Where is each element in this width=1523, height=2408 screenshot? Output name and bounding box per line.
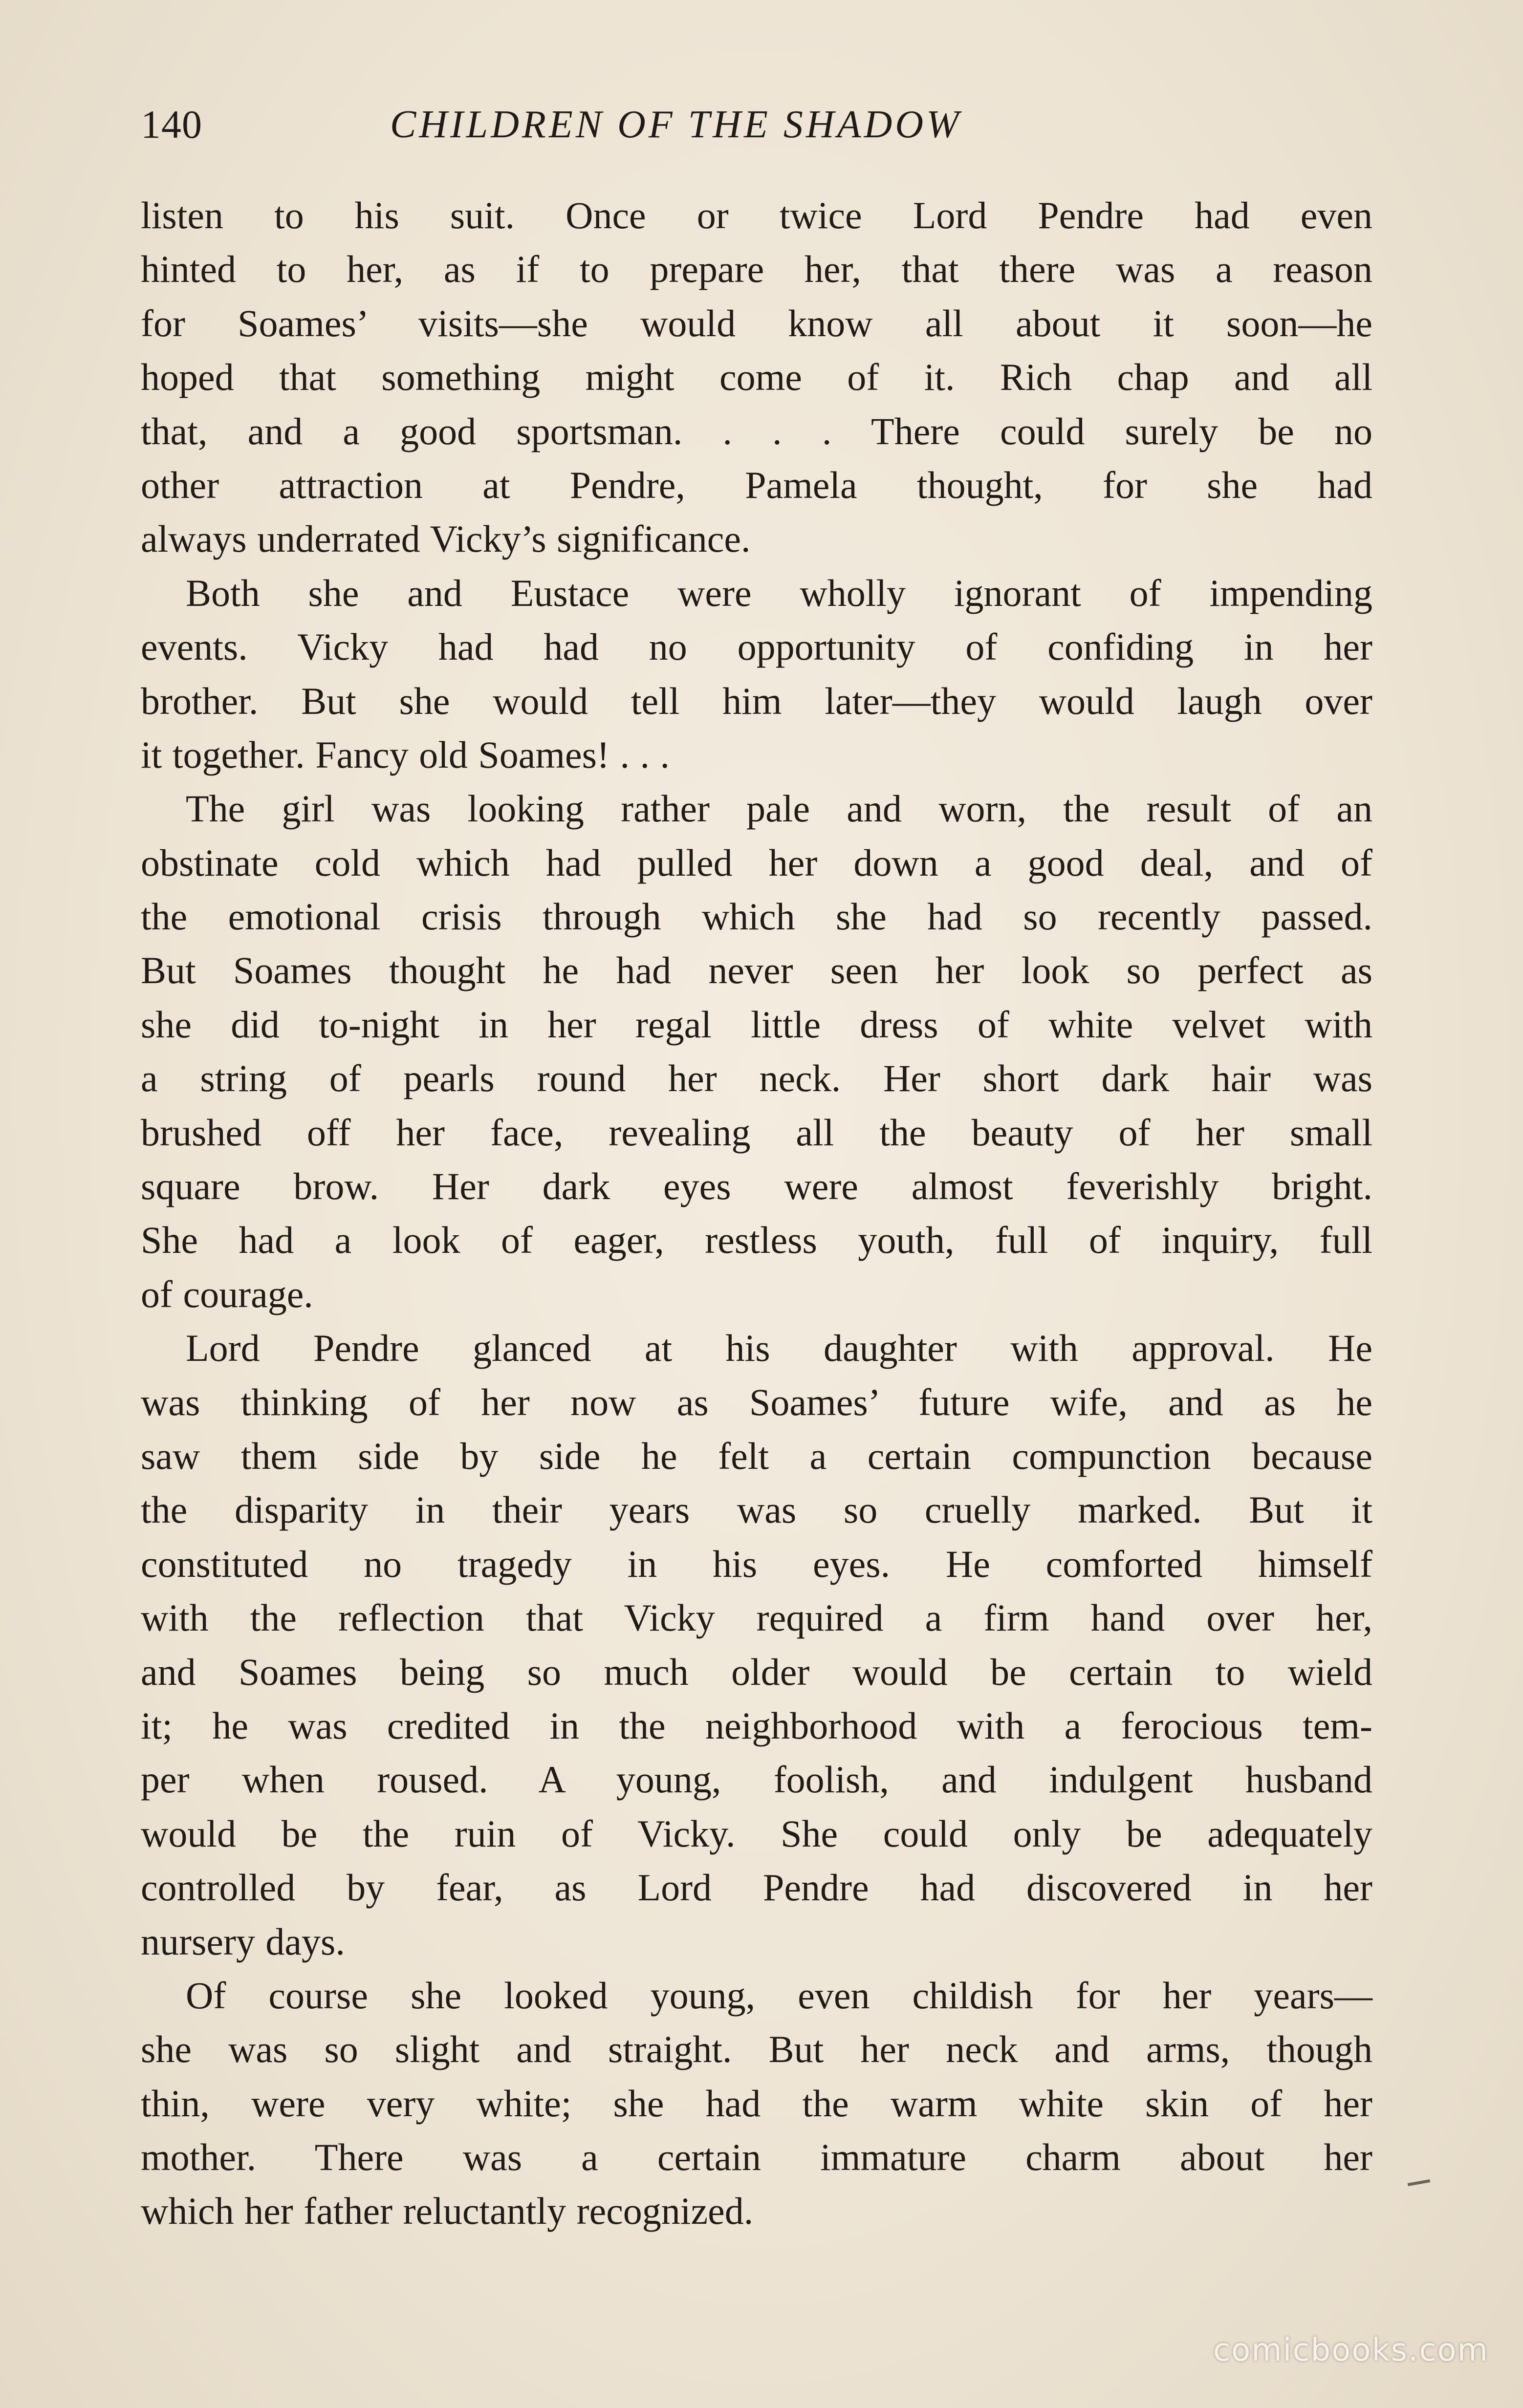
text-line: square brow. Her dark eyes were almost feverishly bright. — [141, 1165, 1372, 1208]
text-line: She had a look of eager, restless youth, full of inquiry, full — [141, 1219, 1372, 1262]
text-line: it; he was credited in the neighborhood with a ferocious tem- — [141, 1704, 1372, 1747]
text-line: she did to-night in her regal little dress of white velvet with — [141, 1003, 1372, 1046]
text-line: brushed off her face, revealing all the beauty of her small — [141, 1111, 1372, 1154]
text-line: per when roused. A young, foolish, and indulgent husband — [141, 1758, 1372, 1801]
text-line: other attraction at Pendre, Pamela thought, for she had — [141, 463, 1372, 506]
text-line: which her father reluctantly recognized. — [141, 2190, 754, 2233]
text-line: thin, were very white; she had the warm white skin of her — [141, 2082, 1372, 2125]
text-line: Both she and Eustace were wholly ignorant of impending — [186, 571, 1372, 614]
text-line: the emotional crisis through which she had so recently passed. — [141, 895, 1372, 938]
text-line: nursery days. — [141, 1920, 345, 1963]
text-line: mother. There was a certain immature charm about her — [141, 2136, 1372, 2179]
margin-mark — [1408, 2179, 1430, 2186]
text-line: controlled by fear, as Lord Pendre had discovered in her — [141, 1866, 1372, 1909]
running-head: CHILDREN OF THE SHADOW — [390, 103, 962, 146]
text-line: events. Vicky had had no opportunity of confiding in her — [141, 625, 1372, 668]
text-line: But Soames thought he had never seen her look so perfect as — [141, 949, 1372, 992]
text-line: always underrated Vicky’s significance. — [141, 517, 751, 560]
text-line: saw them side by side he felt a certain compunction because — [141, 1434, 1372, 1477]
text-line: with the reflection that Vicky required a firm hand over her, — [141, 1596, 1372, 1639]
text-line: brother. But she would tell him later—they would laugh over — [141, 679, 1372, 722]
text-line: of courage. — [141, 1272, 313, 1315]
text-line: hinted to her, as if to prepare her, that there was a reason — [141, 248, 1372, 291]
text-line: hoped that something might come of it. Rich chap and all — [141, 356, 1372, 399]
page-header — [141, 98, 1372, 151]
text-line: Lord Pendre glanced at his daughter with approval. He — [186, 1327, 1372, 1370]
watermark: comicbooks.com — [1213, 2332, 1489, 2368]
text-line: constituted no tragedy in his eyes. He comforted himself — [141, 1542, 1372, 1585]
text-line: listen to his suit. Once or twice Lord Pendre had even — [141, 194, 1372, 236]
text-line: she was so slight and straight. But her neck and arms, though — [141, 2028, 1372, 2071]
text-line: Of course she looked young, even childish for her years— — [186, 1974, 1372, 2017]
text-line: it together. Fancy old Soames! . . . — [141, 733, 670, 776]
text-line: the disparity in their years was so cruelly marked. But it — [141, 1488, 1372, 1531]
text-line: obstinate cold which had pulled her down a good deal, and of — [141, 841, 1372, 884]
body-text — [141, 189, 1372, 2238]
text-line: The girl was looking rather pale and worn, the result of an — [186, 787, 1372, 830]
text-line: would be the ruin of Vicky. She could only be adequately — [141, 1812, 1372, 1855]
text-line: was thinking of her now as Soames’ future wife, and as he — [141, 1380, 1372, 1423]
text-line: for Soames’ visits—she would know all about it soon—he — [141, 301, 1372, 344]
page-number: 140 — [141, 102, 202, 147]
text-line: and Soames being so much older would be certain to wield — [141, 1650, 1372, 1693]
text-line: a string of pearls round her neck. Her short dark hair was — [141, 1057, 1372, 1100]
text-line: that, and a good sportsman. . . . There could surely be no — [141, 409, 1372, 452]
